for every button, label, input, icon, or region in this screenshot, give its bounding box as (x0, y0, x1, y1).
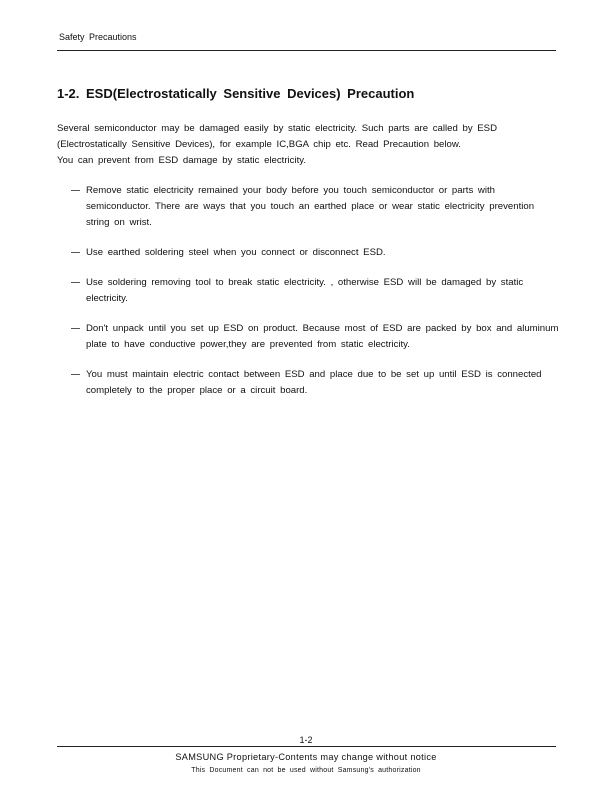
list-item (70, 245, 560, 261)
dash-bullet-icon (71, 328, 80, 329)
dash-bullet-icon (71, 190, 80, 191)
list-item (70, 183, 560, 231)
list-item-text: Remove static electricity remained your body before you touch semiconductor or parts with semiconductor. There are ways that you touch an earthed place or wear static electricity prevention string on wrist. (86, 185, 535, 228)
page-number: 1-2 (299, 735, 313, 745)
list-item (70, 321, 560, 353)
dash-bullet-icon (71, 252, 80, 253)
dash-bullet-icon (71, 374, 80, 375)
list-item (70, 367, 560, 399)
precaution-list (70, 183, 560, 399)
list-item-text: Use earthed soldering steel when you connect or disconnect ESD. (86, 247, 386, 258)
intro-line: You can prevent from ESD damage by static electricity. (57, 155, 307, 166)
list-item-text: You must maintain electric contact between ESD and place due to be set up until ESD is connected completely to the proper place or a circuit board. (86, 369, 542, 396)
intro-paragraph (57, 121, 557, 169)
section-title: 1-2. ESD(Electrostatically Sensitive Devices) Precaution (57, 86, 415, 101)
running-header: Safety Precautions (59, 32, 137, 42)
list-item-text: Don't unpack until you set up ESD on product. Because most of ESD are packed by box and aluminum plate to have conductive power,they are prevented from static electricity. (86, 323, 559, 350)
list-item-text: Use soldering removing tool to break static electricity. , otherwise ESD will be damaged by static electricity. (86, 277, 524, 304)
footer-authorization: This Document can not be used without Samsung's authorization (191, 767, 421, 774)
list-item (70, 275, 560, 307)
intro-line: Several semiconductor may be damaged easily by static electricity. Such parts are called by ESD (57, 123, 498, 134)
intro-line: (Electrostatically Sensitive Devices), for example IC,BGA chip etc. Read Precaution below. (57, 139, 461, 150)
header-divider (57, 50, 556, 51)
footer-notice: SAMSUNG Proprietary-Contents may change without notice (175, 752, 437, 762)
dash-bullet-icon (71, 282, 80, 283)
footer-divider (57, 746, 556, 747)
